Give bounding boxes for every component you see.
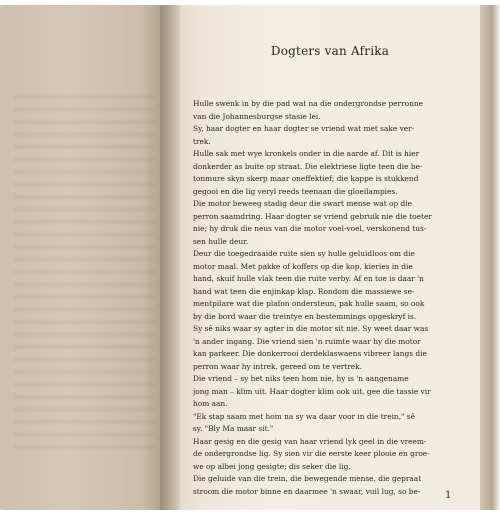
left-page: [0, 5, 168, 510]
text-line: by die bord waar die treintye en bestemmings opgeskryf is.: [193, 311, 417, 321]
text-line: mentpilare wat die plafon ondersteun, pak hulle saam, so ook: [193, 299, 425, 308]
text-line: motor maal. Met pakke of koffers op die kop, kieries in die: [193, 261, 413, 271]
text-line: Die motor beweeg stadig deur die swart mense wat op die: [193, 199, 413, 208]
text-line: de ondergrondse lig. Sy sien vir die eerste keer plooie en groe-: [193, 449, 430, 458]
text-line: tonmure skyn skerp maar oneffektief; die kappe is stukkend: [193, 174, 419, 183]
text-line: "Ek stap saam met hom na sy wa daar voor in die trein," sê: [193, 411, 415, 421]
text-line: 'n ander ingang. Die vriend sien 'n ruimte waar hy die motor: [193, 336, 421, 346]
text-line: hand wat teen die enjinkap klap. Rondom die massiewe se-: [193, 286, 415, 296]
text-line: van die Johannesburgse stasie lei.: [193, 111, 321, 121]
text-line: stroom die motor binne en daarmee 'n swaar, vuil lug, so be-: [193, 486, 421, 496]
text-line: gegooi en die lig veryl reeds teenaan die gloeilampies.: [193, 186, 398, 196]
page-number: 1: [445, 490, 452, 501]
text-line: Die vriend – sy het niks teen hom nie, hy is 'n aangename: [193, 374, 409, 383]
text-line: sy. "Bly Ma maar sit.": [193, 424, 274, 433]
text-line: Hulle sak met wye kronkels onder in die aarde af. Dit is hier: [193, 149, 420, 158]
page-edge: [480, 5, 500, 510]
text-line: Haar gesig en die gesig van haar vriend lyk geel in die vreem-: [193, 436, 427, 446]
text-line: hom aan.: [193, 399, 228, 408]
text-line: sen hulle deur.: [193, 236, 249, 246]
text-line: kan parkeer. Die donkerrooi derdeklaswaens vibreer langs die: [193, 349, 427, 358]
text-line: trek.: [193, 136, 211, 146]
text-line: Hulle swenk in by die pad wat na die ondergrondse perronne: [193, 99, 423, 108]
text-line: Sy, haar dogter en haar dogter se vriend wat met sake ver-: [193, 124, 415, 133]
text-line: Sy sê niks waar sy agter in die motor sit nie. Sy weet daar was: [193, 324, 429, 333]
chapter-title: Dogters van Afrika: [270, 44, 390, 58]
text-line: perron waar hy intrek, gereed om te vertrek.: [193, 361, 362, 371]
text-line: we op albei jong gesigte; dis seker die lig.: [193, 461, 351, 471]
text-line: Deur die toegedraaide ruite sien sy hulle geluidloos om die: [193, 249, 415, 258]
body-text: [193, 98, 457, 498]
text-line: nie; hy druk die neus van die motor voel-voel, verskonend tus-: [193, 224, 427, 233]
text-line: jong man – klim uit. Haar dogter klim ook uit, gee die tassie vir: [193, 386, 431, 396]
text-line: donkerder as buite op straat. Die elektriese ligte teen die be-: [193, 161, 423, 171]
left-page-show-through-text: [14, 95, 154, 455]
text-line: perron saamdring. Haar dogter se vriend gebruik nie die toeter: [193, 211, 432, 221]
text-line: Die geluide van die trein, die bewegende mense, die gepraat: [193, 474, 422, 483]
text-line: hand, skuif hulle vlak teen die ruite verby. Af en toe is daar 'n: [193, 274, 424, 283]
